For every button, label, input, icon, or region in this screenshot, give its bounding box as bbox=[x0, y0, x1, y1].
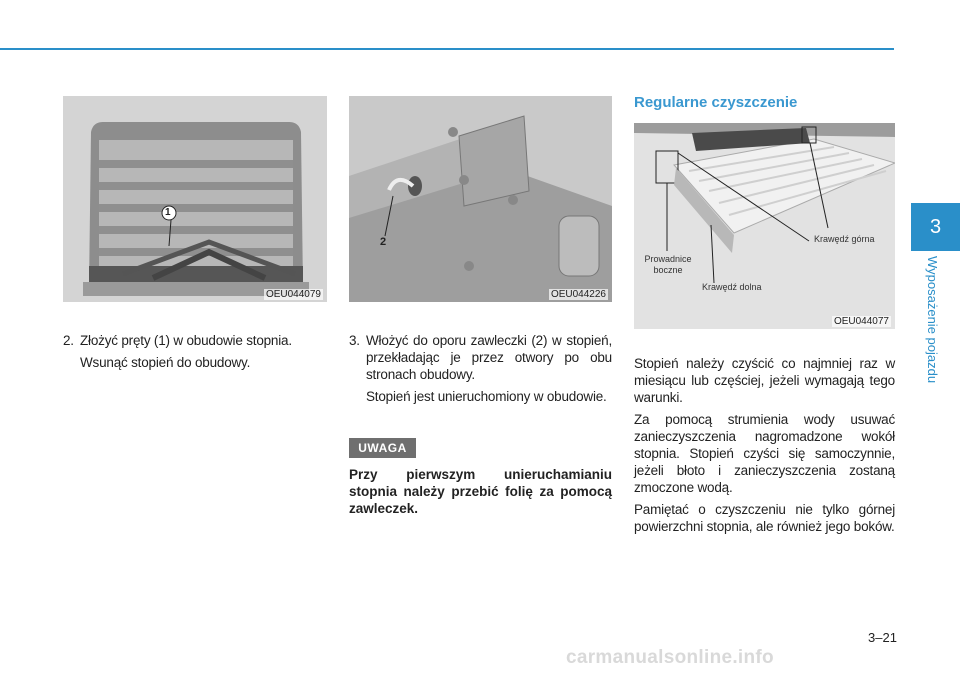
figure-step-folded bbox=[63, 96, 327, 302]
step-folded-illustration bbox=[63, 96, 327, 302]
warning-text: Przy pierwszym unieruchamianiu stopnia należy przebić folię za pomocą zawleczek. bbox=[349, 467, 612, 516]
step-3 bbox=[349, 332, 612, 410]
cleaning-text bbox=[634, 355, 895, 540]
paragraph-3: Pamiętać o czyszczeniu nie tylko górnej powierzchni stopnia, ale również jego boków. bbox=[634, 502, 895, 534]
label-upper-edge: Krawędź górna bbox=[814, 234, 875, 244]
label-lower-edge: Krawędź dolna bbox=[702, 282, 762, 292]
step-text-2: Wsunąć stopień do obudowy. bbox=[80, 355, 251, 370]
watermark: carmanualsonline.info bbox=[566, 647, 774, 668]
step-2 bbox=[63, 332, 328, 376]
cotter-pin-illustration bbox=[349, 96, 612, 302]
callout-1: 1 bbox=[165, 207, 171, 218]
step-cleaning-illustration bbox=[634, 123, 895, 329]
step-text: Włożyć do oporu zawleczki (2) w stopień, przekładając je przez otwory po obu stronach obudowy. bbox=[366, 333, 612, 382]
figure-code: OEU044226 bbox=[550, 289, 606, 300]
step-text-2: Stopień jest unieruchomiony w obudowie. bbox=[366, 389, 607, 404]
callout-2: 2 bbox=[380, 236, 387, 248]
figure-code: OEU044077 bbox=[833, 316, 889, 327]
step-text: Złożyć pręty (1) w obudowie stopnia. bbox=[80, 333, 292, 348]
header-rule bbox=[0, 48, 894, 50]
paragraph-2: Za pomocą strumienia wody usuwać zanieczyszczenia nagromadzone wokół stopnia. Stopień czyści się samoczynnie, jeżeli błoto i zanieczyszczenia zostaną zmoczone wodą. bbox=[634, 412, 895, 495]
chapter-label: Wyposażenie pojazdu bbox=[925, 256, 940, 384]
figure-step-cleaning bbox=[634, 123, 895, 329]
warning-badge: UWAGA bbox=[349, 438, 416, 458]
step-number: 3. bbox=[349, 333, 360, 348]
step-number: 2. bbox=[63, 333, 74, 348]
figure-code: OEU044079 bbox=[265, 289, 321, 300]
label-side-guides: Prowadnice boczne bbox=[644, 254, 692, 275]
chapter-tab[interactable]: 3 bbox=[911, 203, 960, 251]
paragraph-1: Stopień należy czyścić co najmniej raz w miesiącu lub częściej, jeżeli wymagają tego warunki. bbox=[634, 356, 895, 405]
page-number: 3–21 bbox=[868, 630, 897, 645]
figure-cotter-pin bbox=[349, 96, 612, 302]
section-title: Regularne czyszczenie bbox=[634, 94, 798, 111]
